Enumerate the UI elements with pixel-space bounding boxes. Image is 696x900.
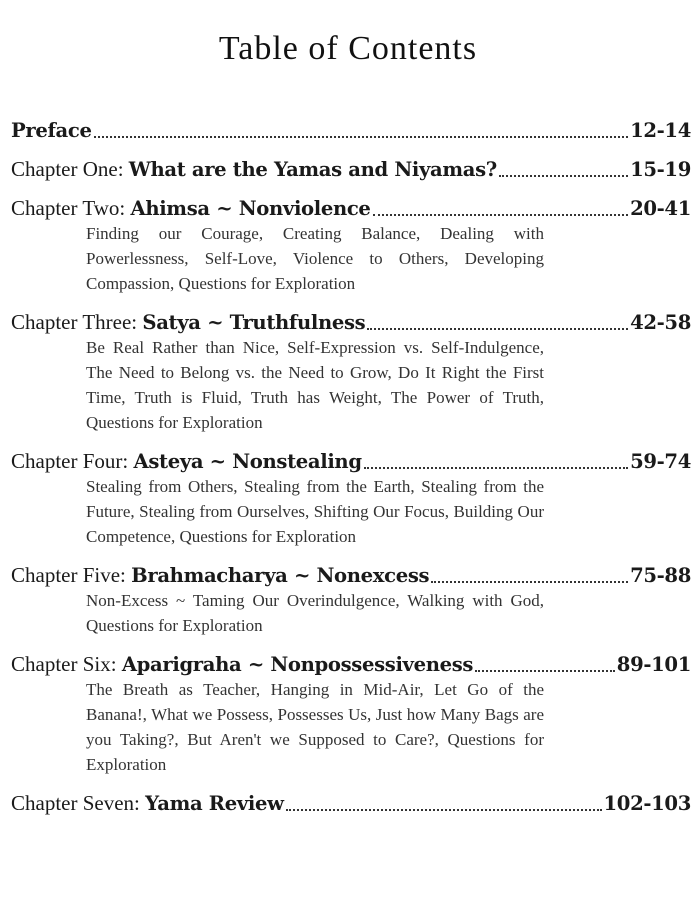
chapter-label: Chapter Four: <box>11 449 134 473</box>
dot-leader <box>499 172 628 177</box>
dot-leader <box>373 211 629 216</box>
page-range: 12-14 <box>630 119 691 142</box>
entry-title: Aparigraha ~ Nonpossessiveness <box>121 653 474 676</box>
chapter-label: Chapter Two: <box>11 196 131 220</box>
chapter-subtopics: Stealing from Others, Stealing from the Earth, Stealing from the Future, Stealing from Ourselves, Shifting Our Focus, Building Our Competence, Questions for Exploration <box>86 477 544 546</box>
page-range: 59-74 <box>630 450 691 473</box>
page-range: 15-19 <box>630 158 691 181</box>
dot-leader <box>286 806 602 811</box>
entry-title: Satya ~ Truthfulness <box>142 311 366 334</box>
toc-entry-chapter-seven <box>11 791 691 816</box>
table-of-contents <box>11 119 691 830</box>
entry-title: Brahmacharya ~ Nonexcess <box>131 564 430 587</box>
dot-leader <box>94 133 628 138</box>
chapter-subtopics: Finding our Courage, Creating Balance, Dealing with Powerlessness, Self-Love, Violence to Others, Developing Compassion, Questions for Exploration <box>86 224 544 293</box>
toc-entry-chapter-two <box>11 196 691 296</box>
dot-leader <box>364 464 628 469</box>
chapter-label: Chapter One: <box>11 157 129 181</box>
toc-entry-line[interactable] <box>11 157 691 182</box>
chapter-label: Chapter Six: <box>11 652 122 676</box>
chapter-label: Chapter Three: <box>11 310 143 334</box>
entry-title: Asteya ~ Nonstealing <box>133 450 362 473</box>
toc-entry-line[interactable] <box>11 449 691 474</box>
entry-title: Ahimsa ~ Nonviolence <box>130 197 371 220</box>
entry-title: Yama Review <box>145 792 284 815</box>
chapter-subtopics: Non-Excess ~ Taming Our Overindulgence, Walking with God, Questions for Exploration <box>86 591 544 635</box>
toc-entry-line[interactable] <box>11 652 691 677</box>
page-title: Table of Contents <box>218 30 478 67</box>
chapter-subtopics: Be Real Rather than Nice, Self-Expression vs. Self-Indulgence, The Need to Belong vs. the Need to Grow, Do It Right the First Time, Truth is Fluid, Truth has Weight, The Power of Truth, Questions for Exploration <box>86 338 544 432</box>
toc-entry-chapter-one <box>11 157 691 182</box>
chapter-label: Chapter Five: <box>11 563 132 587</box>
page-range: 89-101 <box>616 653 691 676</box>
toc-entry-chapter-four <box>11 449 691 549</box>
toc-entry-line[interactable] <box>11 791 691 816</box>
page-range: 102-103 <box>603 792 691 815</box>
dot-leader <box>431 578 628 583</box>
toc-entry-chapter-three <box>11 310 691 435</box>
entry-title: Preface <box>11 119 92 142</box>
toc-entry-line[interactable] <box>11 119 691 143</box>
toc-entry-chapter-five <box>11 563 691 638</box>
page-range: 42-58 <box>630 311 691 334</box>
entry-title: What are the Yamas and Niyamas? <box>128 158 497 181</box>
dot-leader <box>475 667 615 672</box>
chapter-subtopics: The Breath as Teacher, Hanging in Mid-Air, Let Go of the Banana!, What we Possess, Possesses Us, Just how Many Bags are you Taking?, But Aren't we Supposed to Care?, Questions for Exploration <box>86 680 544 774</box>
chapter-label: Chapter Seven: <box>11 791 146 815</box>
page-range: 20-41 <box>630 197 691 220</box>
toc-entry-line[interactable] <box>11 310 691 335</box>
toc-entry-preface <box>11 119 691 143</box>
toc-entry-line[interactable] <box>11 563 691 588</box>
toc-entry-chapter-six <box>11 652 691 777</box>
dot-leader <box>367 325 628 330</box>
page-range: 75-88 <box>630 564 691 587</box>
toc-entry-line[interactable] <box>11 196 691 221</box>
